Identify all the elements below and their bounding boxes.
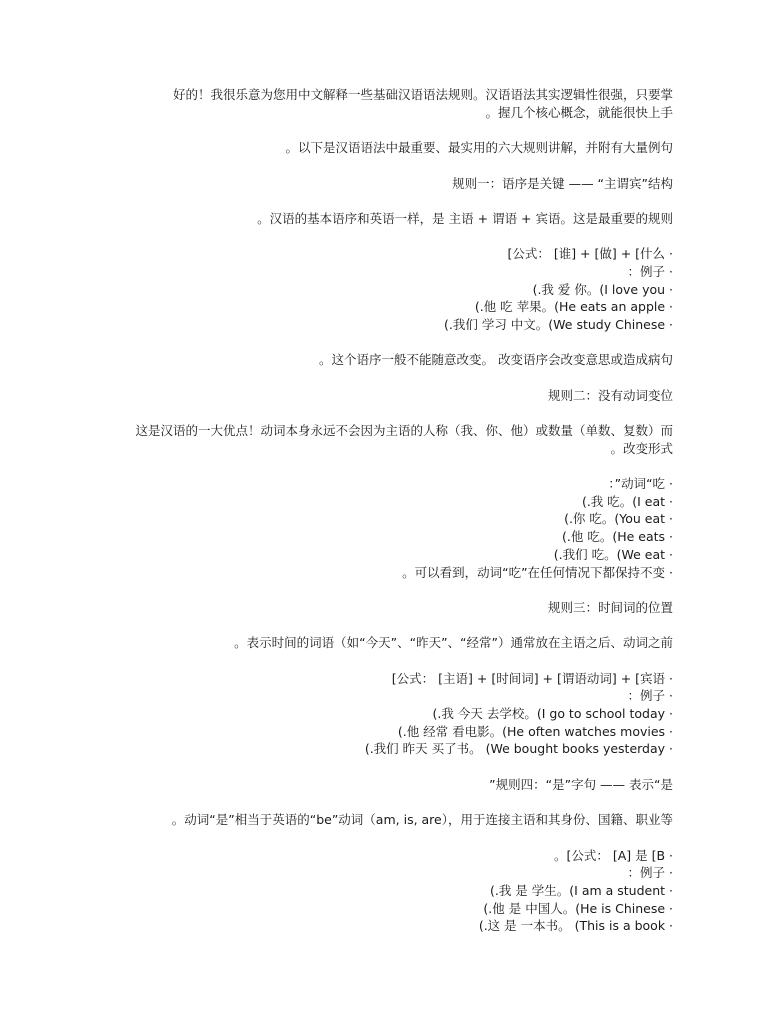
text-line: 。以下是汉语语法中最重要、最实用的六大规则讲解，并附有大量例句 [285,140,673,155]
example-line: (.我 今天 去学校。(I go to school today · [432,706,673,721]
text-line: 。改变形式 [610,441,673,456]
text-line: 。可以看到，动词“吃”在任何情况下都保持不变 · [402,565,673,580]
rule-heading: 规则二：没有动词变位 [547,388,673,403]
text-line: 。这个语序一般不能随意改变。 改变语序会改变意思或造成病句 [319,352,673,367]
example-line: (.我 吃。(I eat · [581,494,673,509]
example-line: (.我 爱 你。(I love you · [532,282,673,297]
example-label: ：例子 · [627,264,673,279]
formula-line: [公式： [主语] + [时间词] + [谓语动词] + [宾语 · [391,671,673,686]
formula-line: [公式： [谁] + [做] + [什么 · [507,246,673,261]
example-line: (.他 吃 苹果。(He eats an apple · [474,299,673,314]
example-line: (.这 是 一本书。 (This is a book · [478,918,673,933]
formula-line: 。[公式： [A] 是 [B · [553,848,673,863]
example-line: (.我们 昨天 买了书。 (We bought books yesterday · [364,741,673,756]
rule-heading: ”规则四：“是”字句 —— 表示“是 [489,777,673,792]
example-line: (.他 是 中国人。(He is Chinese · [483,901,673,916]
example-line: (.他 经常 看电影。(He often watches movies · [397,724,673,739]
example-line: (.他 吃。(He eats · [562,529,673,544]
text-line: 这是汉语的一大优点！动词本身永远不会因为主语的人称（我、你、他）或数量（单数、复数）而 [135,423,673,438]
rule-heading: 规则一：语序是关键 —— “主谓宾”结构 [452,176,673,191]
example-line: (.我 是 学生。(I am a student · [489,883,673,898]
rule-heading: 规则三：时间词的位置 [547,600,673,615]
text-line: 。握几个核心概念，就能很快上手 [485,105,673,120]
example-line: (.我们 学习 中文。(We study Chinese · [444,317,673,332]
text-line: 好的！我很乐意为您用中文解释一些基础汉语语法规则。汉语语法其实逻辑性很强，只要掌 [172,87,673,102]
example-label: ：例子 · [627,688,673,703]
text-line: 。汉语的基本语序和英语一样，是 主语 + 谓语 + 宾语。这是最重要的规则 [257,211,673,226]
text-line: 。动词“是”相当于英语的“be”动词（am, is, are），用于连接主语和其身份、国籍、职业等 [171,812,673,827]
example-line: (.我们 吃。(We eat · [553,547,673,562]
text-line: 。表示时间的词语（如“今天”、“昨天”、“经常”）通常放在主语之后、动词之前 [234,635,673,650]
example-line: (.你 吃。(You eat · [564,511,673,526]
example-label: ：例子 · [627,865,673,880]
example-label: ：”动词“吃 · [608,476,673,491]
